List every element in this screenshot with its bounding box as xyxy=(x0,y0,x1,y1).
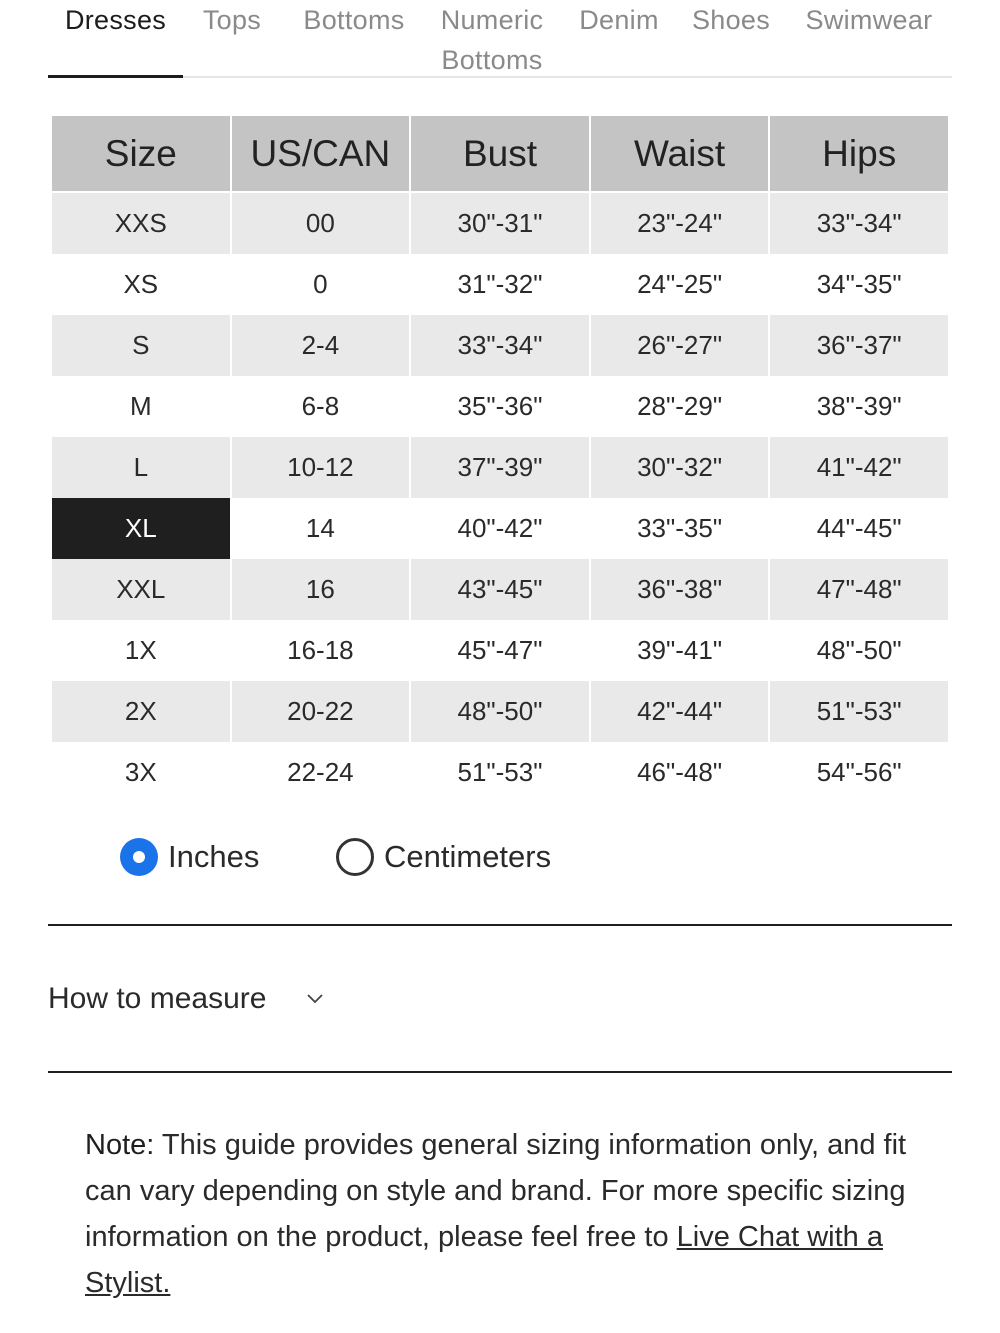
cell-bust: 35"-36" xyxy=(457,391,543,421)
radio-checked-icon[interactable] xyxy=(120,838,158,876)
how-to-measure-toggle[interactable] xyxy=(48,978,324,1020)
cell-waist: 46"-48" xyxy=(637,757,723,787)
table-row xyxy=(52,315,948,376)
cell-waist: 42"-44" xyxy=(591,681,769,742)
column-header-waist: Waist xyxy=(591,116,769,193)
cell-bust: 48"-50" xyxy=(411,681,589,742)
cell-bust: 51"-53" xyxy=(457,757,543,787)
cell-size: 1X xyxy=(124,635,157,665)
table-row xyxy=(52,681,948,742)
cell-us-can: 14 xyxy=(305,513,335,543)
divider xyxy=(48,924,952,926)
cell-bust: 33"-34" xyxy=(411,315,589,376)
unit-option-inches[interactable] xyxy=(120,838,259,876)
tab-shoes[interactable]: Shoes xyxy=(691,5,771,35)
cell-waist: 36"-38" xyxy=(591,559,769,620)
cell-us-can: 16-18 xyxy=(287,635,354,665)
cell-waist: 23"-24" xyxy=(591,193,769,254)
cell-bust: 43"-45" xyxy=(411,559,589,620)
cell-waist: 24"-25" xyxy=(637,269,723,299)
chevron-down-icon xyxy=(306,992,324,1006)
tab-swimwear[interactable]: Swimwear xyxy=(805,5,933,35)
cell-size: M xyxy=(129,391,152,421)
sizing-note xyxy=(85,1122,925,1306)
cell-hips: 41"-42" xyxy=(770,437,948,498)
cell-waist: 39"-41" xyxy=(637,635,723,665)
tab-tops[interactable]: Tops xyxy=(202,5,262,35)
cell-size: S xyxy=(52,315,230,376)
tab-bottoms[interactable]: Bottoms xyxy=(303,5,405,35)
category-tabs xyxy=(48,0,952,78)
cell-us-can: 20-22 xyxy=(232,681,410,742)
column-header-bust: Bust xyxy=(411,116,589,193)
table-row xyxy=(52,254,948,315)
cell-size: 2X xyxy=(52,681,230,742)
column-header-hips: Hips xyxy=(770,116,948,193)
cell-hips: 48"-50" xyxy=(816,635,902,665)
divider xyxy=(48,1071,952,1073)
cell-size: 3X xyxy=(124,757,157,787)
cell-size: XXS xyxy=(52,193,230,254)
table-row xyxy=(52,193,948,254)
cell-waist: 30"-32" xyxy=(591,437,769,498)
table-row xyxy=(52,742,948,803)
cell-us-can: 22-24 xyxy=(287,757,354,787)
cell-hips: 36"-37" xyxy=(770,315,948,376)
table-header-row xyxy=(52,116,948,193)
unit-label-inches: Inches xyxy=(168,839,260,874)
cell-us-can: 0 xyxy=(313,269,328,299)
cell-size: L xyxy=(52,437,230,498)
how-to-measure-label: How to measure xyxy=(48,982,267,1015)
size-chart-table xyxy=(50,116,950,803)
cell-us-can: 2-4 xyxy=(232,315,410,376)
cell-bust: 30"-31" xyxy=(411,193,589,254)
cell-bust: 45"-47" xyxy=(457,635,543,665)
tab-denim[interactable]: Denim xyxy=(579,5,659,35)
tab-numeric-bottoms[interactable]: Numeric Bottoms xyxy=(440,5,544,75)
radio-unchecked-icon[interactable] xyxy=(336,838,374,876)
cell-hips: 51"-53" xyxy=(770,681,948,742)
table-row xyxy=(52,437,948,498)
note-text: This guide provides general sizing information only, and fit can vary depending on style and brand. For more specific sizing information on the product, please feel free to xyxy=(85,1129,907,1253)
cell-us-can: 16 xyxy=(232,559,410,620)
tab-dresses[interactable]: Dresses xyxy=(64,5,167,35)
cell-bust: 37"-39" xyxy=(411,437,589,498)
unit-option-centimeters[interactable] xyxy=(336,838,551,876)
cell-size-highlighted: XL xyxy=(52,498,230,559)
cell-hips: 33"-34" xyxy=(770,193,948,254)
cell-hips: 34"-35" xyxy=(816,269,902,299)
cell-size: XXL xyxy=(52,559,230,620)
column-header-us-can: US/CAN xyxy=(232,116,410,193)
cell-waist: 26"-27" xyxy=(591,315,769,376)
table-row xyxy=(52,620,948,681)
active-tab-indicator xyxy=(48,75,183,78)
table-row xyxy=(52,559,948,620)
table-row xyxy=(52,498,948,559)
cell-us-can: 10-12 xyxy=(232,437,410,498)
cell-bust: 40"-42" xyxy=(457,513,543,543)
cell-us-can: 6-8 xyxy=(301,391,340,421)
cell-hips: 44"-45" xyxy=(816,513,902,543)
unit-label-centimeters: Centimeters xyxy=(384,839,552,874)
table-row xyxy=(52,376,948,437)
live-chat-link[interactable]: Live Chat with a Stylist. xyxy=(85,1221,883,1299)
cell-waist: 28"-29" xyxy=(637,391,723,421)
cell-hips: 54"-56" xyxy=(816,757,902,787)
column-header-size: Size xyxy=(52,116,230,193)
note-prefix: Note: xyxy=(85,1129,155,1161)
cell-bust: 31"-32" xyxy=(457,269,543,299)
cell-hips: 38"-39" xyxy=(816,391,902,421)
cell-waist: 33"-35" xyxy=(637,513,723,543)
cell-hips: 47"-48" xyxy=(770,559,948,620)
cell-us-can: 00 xyxy=(232,193,410,254)
cell-size: XS xyxy=(123,269,159,299)
